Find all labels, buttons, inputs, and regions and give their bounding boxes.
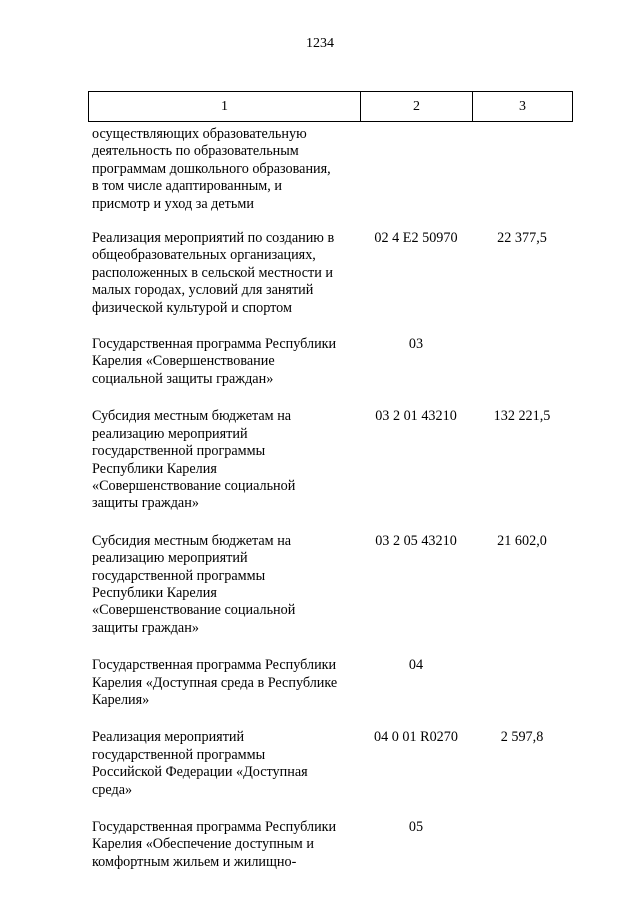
row-name: Субсидия местным бюджетам на реализацию мероприятий государственной программы Республики Карелия «Совершенствование социальной защиты граждан»	[92, 532, 296, 636]
table-row	[92, 408, 572, 512]
row-name: Реализация мероприятий по созданию в общеобразовательных организациях, расположенных в сельской местности и малых городах, условий для занятий физической культурой и спортом	[92, 230, 335, 316]
table-row	[92, 533, 572, 637]
column-header-1: 1	[89, 92, 361, 122]
table-row	[92, 729, 572, 799]
row-name: Государственная программа Республики Карелия «Обеспечение доступным и комфортным жильем и жилищно-	[92, 819, 337, 870]
table-row	[92, 126, 572, 213]
row-name: Государственная программа Республики Карелия «Совершенствование социальной защиты граждан»	[92, 336, 337, 387]
row-code: 03	[408, 336, 424, 353]
row-code: 02 4 E2 50970	[374, 230, 458, 247]
row-code: 04	[408, 657, 424, 674]
row-amount: 132 221,5	[493, 408, 551, 425]
table-header	[88, 91, 573, 122]
row-name: Субсидия местным бюджетам на реализацию мероприятий государственной программы Республики Карелия «Совершенствование социальной защиты граждан»	[92, 408, 296, 512]
row-code: 04 0 01 R0270	[374, 729, 458, 746]
column-header-3: 3	[473, 92, 573, 122]
row-name: Реализация мероприятий государственной программы Российской Федерации «Доступная среда»	[92, 729, 308, 798]
row-amount: 21 602,0	[497, 532, 547, 549]
table-row	[92, 230, 572, 317]
column-header-2: 2	[361, 92, 473, 122]
table-row	[92, 657, 572, 709]
row-amount: 22 377,5	[497, 230, 547, 247]
row-code: 03 2 05 43210	[375, 532, 457, 549]
table-row	[92, 819, 572, 871]
row-code: 03 2 01 43210	[375, 408, 457, 425]
page-number: 1234	[306, 36, 334, 51]
row-code: 05	[408, 819, 424, 835]
table-row	[92, 336, 572, 388]
row-name: осуществляющих образовательную деятельность по образовательным программам дошкольного образования, в том числе адаптированным, и присмотр и уход за детьми	[92, 126, 331, 212]
table-body	[92, 126, 572, 871]
row-amount: 2 597,8	[500, 729, 544, 746]
row-name: Государственная программа Республики Карелия «Доступная среда в Республике Карелия»	[92, 657, 338, 708]
